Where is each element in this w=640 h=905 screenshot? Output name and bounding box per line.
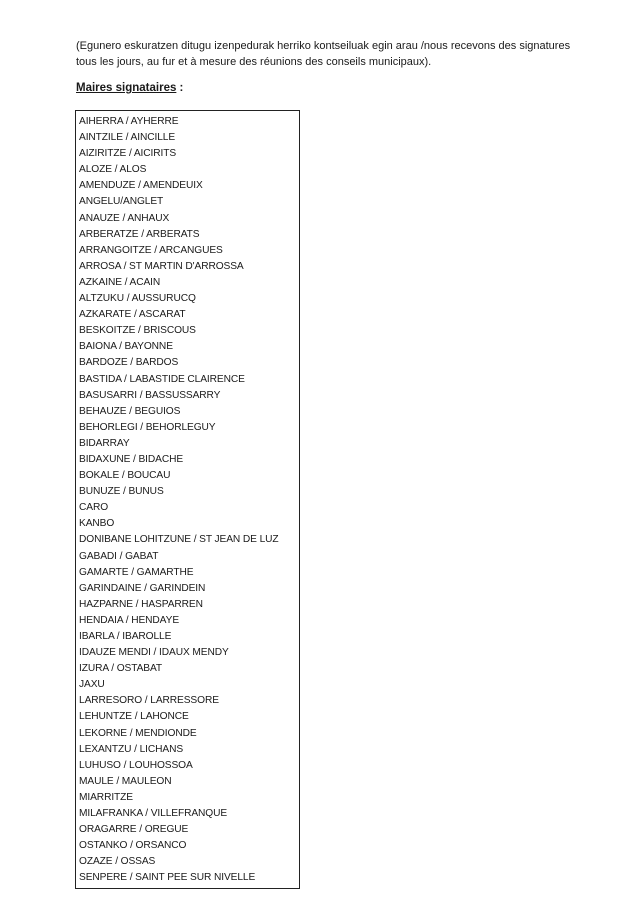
list-item: JAXU <box>79 679 105 691</box>
list-item: ORAGARRE / OREGUE <box>79 824 189 836</box>
list-item: MILAFRANKA / VILLEFRANQUE <box>79 808 228 820</box>
list-item: AIHERRA / AYHERRE <box>79 116 179 127</box>
list-item: BARDOZE / BARDOS <box>79 357 179 369</box>
list-item: LEXANTZU / LICHANS <box>79 743 184 755</box>
list-item: ARRANGOITZE / ARCANGUES <box>79 244 223 256</box>
list-item: GABADI / GABAT <box>79 550 159 562</box>
list-item: ARROSA / ST MARTIN D'ARROSSA <box>79 260 244 272</box>
list-item: BESKOITZE / BRISCOUS <box>79 325 196 337</box>
list-item: IBARLA / IBAROLLE <box>79 631 172 642</box>
list-item: BASUSARRI / BASSUSSARRY <box>79 389 221 401</box>
list-item: ANGELU/ANGLET <box>79 196 164 208</box>
mayors-list <box>79 114 299 887</box>
list-item: IZURA / OSTABAT <box>79 663 163 675</box>
mayors-list-box <box>75 110 300 889</box>
list-item: ALOZE / ALOS <box>79 164 147 176</box>
list-item: OSTANKO / ORSANCO <box>79 840 187 852</box>
intro-paragraph: (Egunero eskuratzen ditugu izenpedurak herriko kontseiluak egin arau /nous recevons des signatures tous les jours, au fur et à mesure des réunions des conseils municipaux). <box>76 40 571 68</box>
list-item: ANAUZE / ANHAUX <box>79 212 170 224</box>
list-item: LUHUSO / LOUHOSSOA <box>79 759 193 771</box>
list-item: AMENDUZE / AMENDEUIX <box>79 180 203 192</box>
list-item: ARBERATZE / ARBERATS <box>79 228 200 240</box>
list-item: MIARRITZE <box>79 791 133 803</box>
list-item: BASTIDA / LABASTIDE CLAIRENCE <box>79 373 245 385</box>
list-item: ALTZUKU / AUSSURUCQ <box>79 293 196 305</box>
list-item: BAIONA / BAYONNE <box>79 341 173 353</box>
list-item: LEKORNE / MENDIONDE <box>79 727 197 739</box>
list-item: BIDARRAY <box>79 437 130 449</box>
list-item: KANBO <box>79 518 115 530</box>
section-heading-suffix: : <box>176 82 184 94</box>
list-item: BEHAUZE / BEGUIOS <box>79 405 181 417</box>
list-item: AINTZILE / AINCILLE <box>79 132 176 144</box>
list-item: BUNUZE / BUNUS <box>79 486 164 498</box>
list-item: GARINDAINE / GARINDEIN <box>79 582 206 594</box>
list-item: AZKAINE / ACAIN <box>79 276 161 288</box>
list-item: HENDAIA / HENDAYE <box>79 614 180 626</box>
list-item: BIDAXUNE / BIDACHE <box>79 453 184 465</box>
list-item: AIZIRITZE / AICIRITS <box>79 148 177 160</box>
list-item: CARO <box>79 502 109 514</box>
list-item: SENPERE / SAINT PEE SUR NIVELLE <box>79 872 256 884</box>
list-item: LARRESORO / LARRESSORE <box>79 695 219 707</box>
list-item: IDAUZE MENDI / IDAUX MENDY <box>79 647 229 659</box>
list-item: GAMARTE / GAMARTHE <box>79 566 194 578</box>
list-item: AZKARATE / ASCARAT <box>79 309 186 321</box>
list-item: HAZPARNE / HASPARREN <box>79 598 203 610</box>
list-item: MAULE / MAULEON <box>79 775 172 787</box>
list-item: OZAZE / OSSAS <box>79 856 156 868</box>
list-item: LEHUNTZE / LAHONCE <box>79 711 189 723</box>
section-heading-label: Maires signataires <box>76 82 177 94</box>
list-item: BEHORLEGI / BEHORLEGUY <box>79 421 216 433</box>
list-item: DONIBANE LOHITZUNE / ST JEAN DE LUZ <box>79 534 279 546</box>
section-heading <box>76 82 183 94</box>
list-item: BOKALE / BOUCAU <box>79 470 171 482</box>
